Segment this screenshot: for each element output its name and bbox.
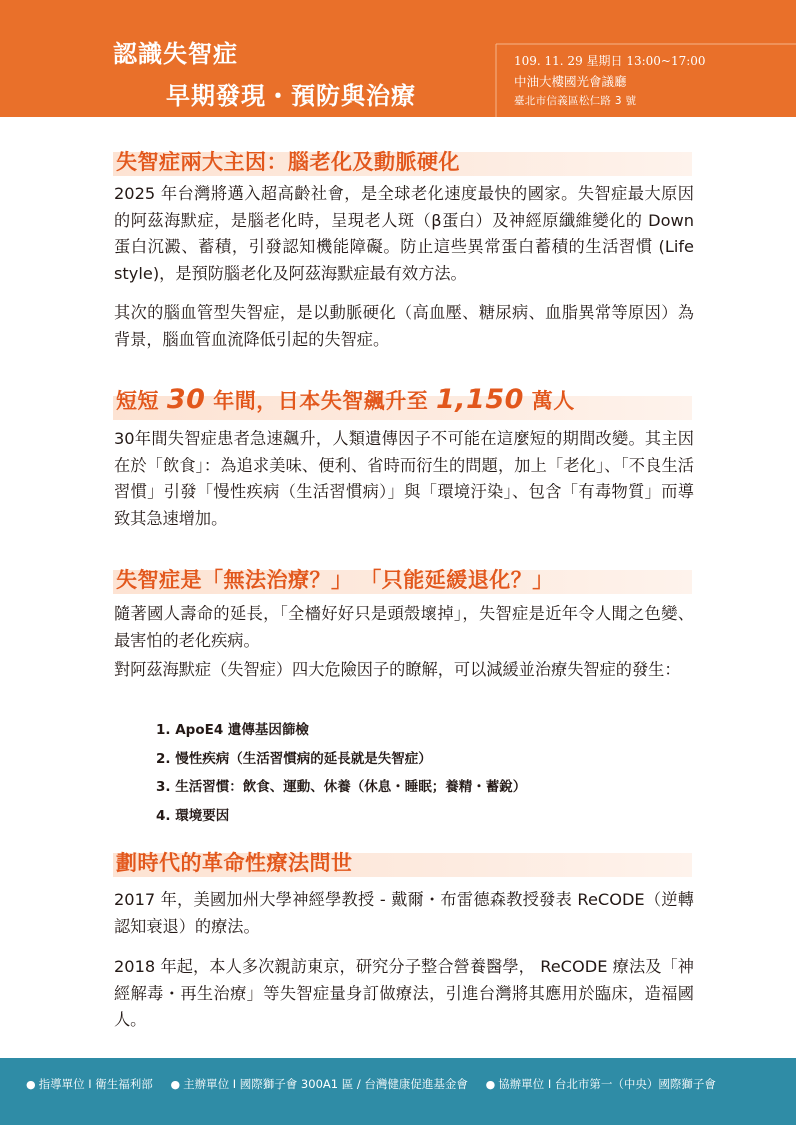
list-item: 1. ApoE4 遺傳基因篩檢 [156, 722, 309, 738]
section-heading-japan [113, 384, 692, 420]
paragraph: 2018 年起，本人多次親訪東京，研究分子整合營養醫學， ReCODE 療法及「神經解毒・再生治療」等失智症量身訂做療法，引進台灣將其應用於臨床，造福國人。 [114, 957, 694, 1029]
section-title: 失智症是「無法治療？」 「只能延緩退化？」 [116, 568, 554, 592]
organizer-item [170, 1076, 467, 1092]
event-title: 認識失智症 [113, 40, 238, 68]
paragraph: 2017 年，美國加州大學神經學教授 - 戴爾・布雷德森教授發表 ReCODE（逆轉認知衰退）的療法。 [114, 890, 694, 936]
heading-number: 1,150 [436, 384, 524, 415]
list-item: 3. 生活習慣：飲食、運動、休養（休息・睡眠；養精・蓄銳） [156, 779, 527, 795]
bullet-icon: ● [26, 1078, 36, 1091]
paragraph: 對阿茲海默症（失智症）四大危險因子的瞭解，可以減緩並治療失智症的發生： [114, 660, 681, 679]
section-title [116, 384, 575, 415]
event-subtitle: 早期發現・預防與治療 [166, 82, 416, 110]
bullet-icon: ● [170, 1078, 181, 1091]
organizer-text: 主辦單位 I 國際獅子會 300A1 區 / 台灣健康促進基金會 [183, 1077, 468, 1091]
list-item: 4. 環境要因 [156, 807, 230, 824]
paragraph: 隨著國人壽命的延長，「全檣好好只是頭殼壞掉」，失智症是近年令人聞之色變、最害怕的老化疾病。 [114, 604, 694, 650]
organizer-text: 協辦單位 I 台北市第一（中央）國際獅子會 [498, 1077, 716, 1091]
heading-text: 萬人 [523, 389, 575, 413]
footer-banner [0, 1058, 796, 1125]
section-heading-therapy [113, 853, 692, 877]
risk-factor-list [156, 716, 676, 830]
heading-text: 年間，日本失智飆升至 [205, 389, 437, 413]
event-date-time: 109. 11. 29 星期日 13:00~17:00 [514, 54, 706, 68]
event-info-panel [486, 0, 796, 117]
organizer-text: 指導單位 I 衛生福利部 [38, 1077, 153, 1091]
organizer-item [486, 1076, 716, 1092]
list-item: 2. 慢性疾病（生活習慣病的延長就是失智症） [156, 750, 432, 767]
event-address: 臺北市信義區松仁路 3 號 [514, 95, 637, 107]
section-title: 劃時代的革命性療法問世 [116, 851, 353, 875]
paragraph: 2025 年台灣將邁入超高齡社會，是全球老化速度最快的國家。失智症最大原因的阿茲海默症，是腦老化時，呈現老人斑（β蛋白）及神經原纖維變化的 Down 蛋白沉澱、蓄積，引發認知機能障礙。防止這些異常蛋白蓄積的生活習慣 (Life style)，是預防腦老化及阿茲海默症最有效方法。 [114, 184, 694, 283]
section-title: 失智症兩大主因：腦老化及動脈硬化 [116, 150, 460, 174]
bullet-icon: ● [485, 1078, 496, 1091]
paragraph: 其次的腦血管型失智症，是以動脈硬化（高血壓、糖尿病、血脂異常等原因）為背景，腦血管血流降低引起的失智症。 [114, 303, 694, 349]
section-heading-treatable [113, 570, 692, 594]
heading-text: 短短 [116, 389, 167, 413]
header-banner [0, 0, 796, 117]
paragraph: 30年間失智症患者急速飆升，人類遺傳因子不可能在這麼短的期間改變。其主因在於「飲食」：為追求美味、便利、省時而衍生的問題，加上「老化」、「不良生活習慣」引發「慢性疾病（生活習慣病）」與「環境汙染」、包含「有毒物質」而導致其急速增加。 [114, 429, 694, 528]
event-venue: 中油大樓國光會議廳 [514, 74, 627, 89]
heading-number: 30 [166, 384, 206, 415]
organizer-list [26, 1076, 786, 1092]
organizer-item [26, 1076, 153, 1092]
section-heading-causes [113, 152, 692, 176]
